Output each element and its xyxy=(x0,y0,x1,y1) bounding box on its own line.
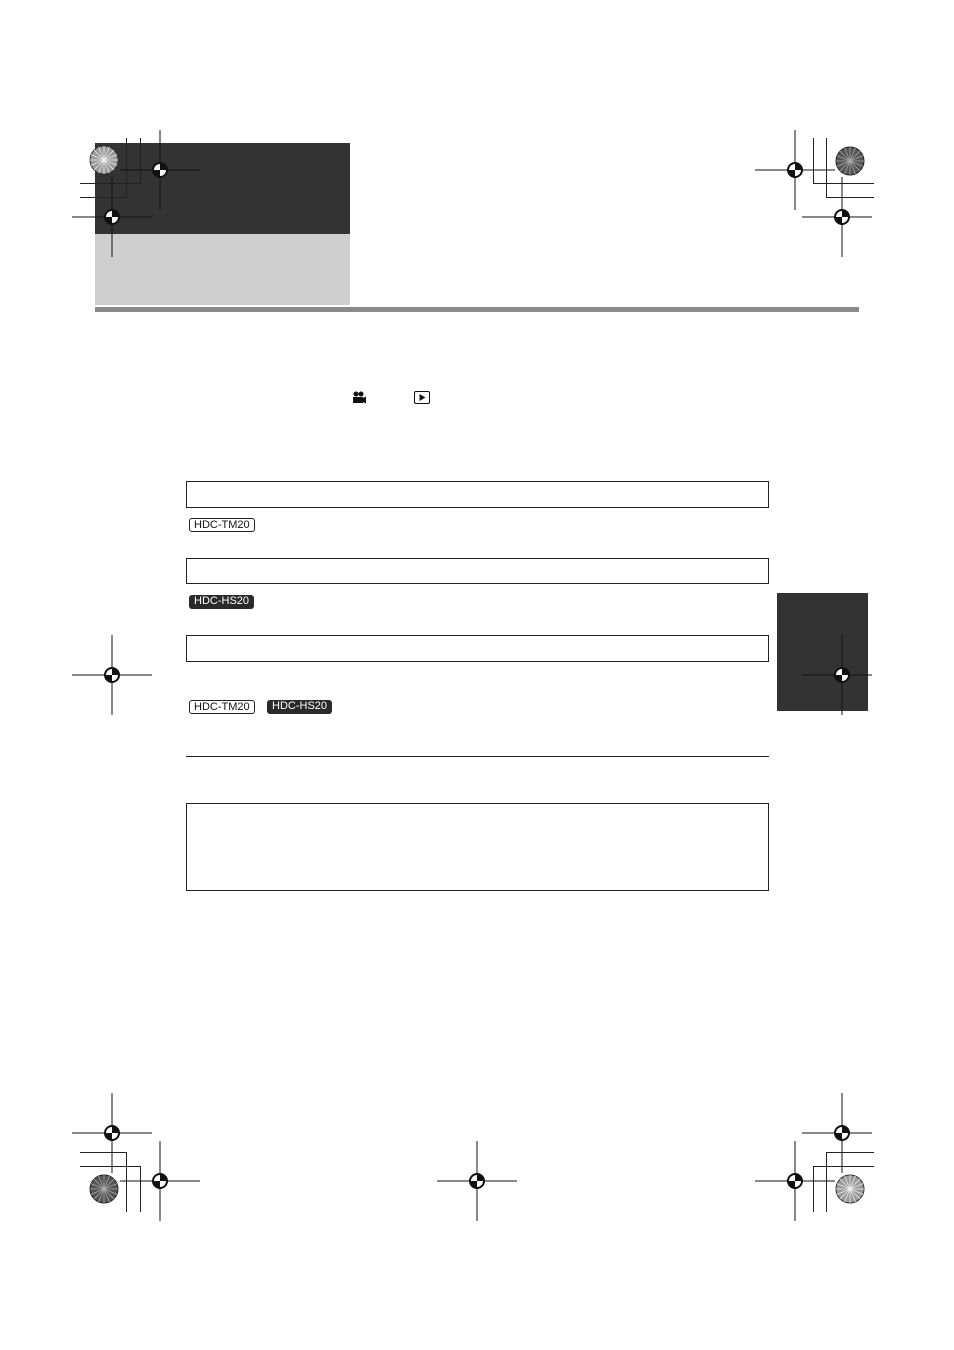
starburst-registration-icon xyxy=(89,145,119,175)
model-badge-hs20-b: HDC-HS20 xyxy=(267,700,332,714)
model-badge-hs20: HDC-HS20 xyxy=(189,595,254,609)
model-badge-tm20: HDC-TM20 xyxy=(189,518,255,532)
section-divider xyxy=(186,756,769,757)
section-heading-box-3 xyxy=(186,635,769,662)
header-rule xyxy=(95,307,859,312)
model-badge-tm20-b: HDC-TM20 xyxy=(189,700,255,714)
starburst-registration-icon xyxy=(835,1174,865,1204)
note-box xyxy=(186,803,769,891)
registration-crosshair-icon xyxy=(120,1141,200,1221)
registration-crosshair-icon xyxy=(802,635,872,715)
registration-crosshair-icon xyxy=(755,1141,835,1221)
registration-crosshair-icon xyxy=(802,177,872,257)
starburst-registration-icon xyxy=(835,146,865,176)
section-heading-box-1 xyxy=(186,481,769,508)
section-heading-box-2 xyxy=(186,558,769,584)
starburst-registration-icon xyxy=(89,1174,119,1204)
registration-crosshair-icon xyxy=(72,177,152,257)
registration-crosshair-icon xyxy=(72,635,152,715)
registration-crosshair-icon xyxy=(437,1141,517,1221)
movie-camera-icon xyxy=(352,391,366,404)
playback-icon xyxy=(414,391,430,404)
